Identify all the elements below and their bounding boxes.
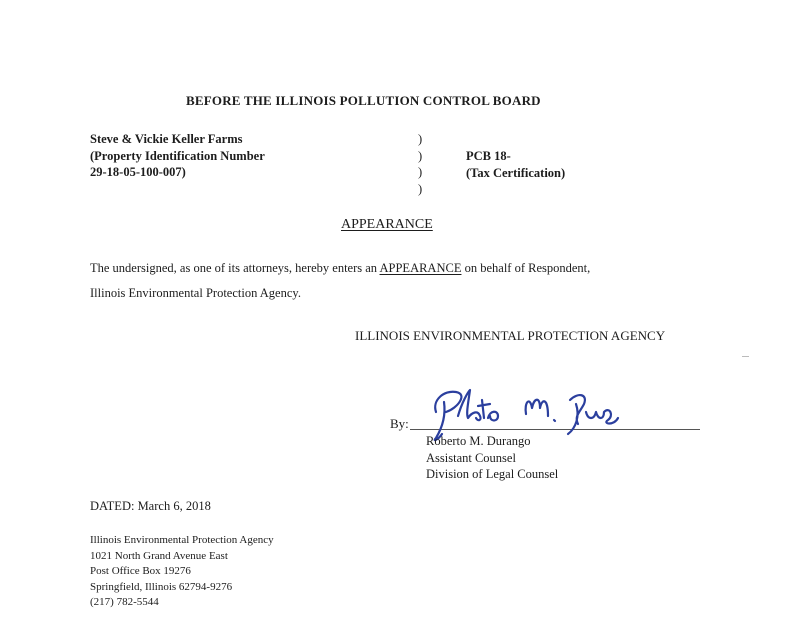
caption-parentheses bbox=[418, 131, 422, 197]
body-text: on behalf of Respondent, bbox=[464, 261, 591, 275]
board-title: BEFORE THE ILLINOIS POLLUTION CONTROL BOARD bbox=[186, 93, 541, 108]
signer-title: Assistant Counsel bbox=[426, 450, 516, 465]
appearance-emphasis: APPEARANCE bbox=[379, 261, 462, 275]
caption-line: Steve & Vickie Keller Farms bbox=[90, 132, 243, 146]
caption-paren: ) bbox=[418, 132, 423, 146]
body-paragraph-line-1 bbox=[90, 261, 590, 276]
case-number-block bbox=[466, 148, 565, 181]
address-line: 1021 North Grand Avenue East bbox=[90, 549, 228, 562]
address-line: Springfield, Illinois 62794-9276 bbox=[90, 580, 233, 593]
signer-division: Division of Legal Counsel bbox=[426, 467, 559, 481]
by-label: By: bbox=[390, 416, 409, 431]
dated-line: DATED: March 6, 2018 bbox=[90, 499, 211, 513]
scan-mark bbox=[742, 356, 749, 357]
caption-line: (Property Identification Number bbox=[90, 148, 265, 163]
signer-info bbox=[426, 433, 558, 483]
caption-paren: ) bbox=[418, 165, 423, 179]
caption-paren: ) bbox=[418, 181, 423, 196]
document-heading: APPEARANCE bbox=[341, 217, 433, 232]
address-line: Illinois Environmental Protection Agency bbox=[90, 534, 274, 546]
signer-name: Roberto M. Durango bbox=[426, 434, 531, 448]
case-number: PCB 18- bbox=[466, 149, 511, 163]
caption-paren: ) bbox=[418, 148, 423, 163]
body-paragraph-line-2: Illinois Environmental Protection Agency. bbox=[90, 286, 301, 300]
agency-name: ILLINOIS ENVIRONMENTAL PROTECTION AGENCY bbox=[355, 328, 666, 343]
caption-line: 29-18-05-100-007) bbox=[90, 165, 186, 179]
address-line: (217) 782-5544 bbox=[90, 596, 159, 608]
agency-address bbox=[90, 533, 274, 611]
body-text: The undersigned, as one of its attorneys, hereby enters an bbox=[90, 261, 378, 275]
case-type: (Tax Certification) bbox=[466, 165, 566, 180]
case-caption-parties bbox=[90, 131, 265, 181]
address-line: Post Office Box 19276 bbox=[90, 565, 191, 577]
